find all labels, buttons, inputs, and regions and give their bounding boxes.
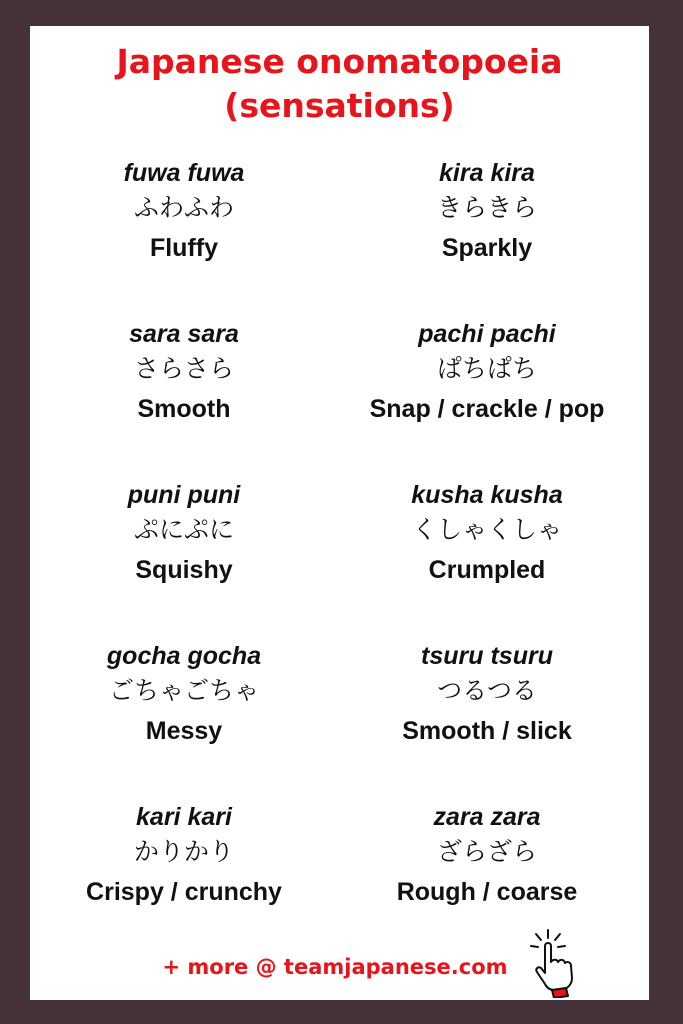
entry-kana: ざらざら [436,837,537,866]
entry-romaji: gocha gocha [106,642,262,670]
entry-kana: ぱちぱち [436,354,537,383]
entry-meaning: Sparkly [441,234,533,262]
entry-kana: かりかり [133,837,234,866]
entry-meaning: Snap / crackle / pop [369,395,605,423]
entry-romaji: puni puni [127,481,241,509]
pointing-hand-icon [526,926,596,998]
entry-kusha-kusha [337,480,637,590]
entry-romaji: kusha kusha [411,481,563,509]
entry-romaji: tsuru tsuru [421,642,553,670]
title-line-1: Japanese onomatopoeia [116,42,563,81]
entry-meaning: Messy [145,717,223,745]
entry-romaji: fuwa fuwa [123,159,245,187]
entry-romaji: pachi pachi [418,320,556,348]
entry-kana: ふわふわ [133,193,234,222]
entry-sara-sara [34,319,334,429]
entry-fuwa-fuwa [34,158,334,268]
entry-meaning: Crispy / crunchy [86,878,282,906]
entry-gocha-gocha [34,641,334,751]
entry-kana: くしゃくしゃ [411,515,562,544]
entry-tsuru-tsuru [337,641,637,751]
entry-kana: つるつる [437,676,537,705]
entry-meaning: Smooth / slick [402,717,572,745]
entry-romaji: kira kira [439,159,535,187]
page-title [30,40,649,128]
entry-meaning: Crumpled [428,556,546,584]
entry-kari-kari [34,802,334,912]
entry-puni-puni [34,480,334,590]
entry-kira-kira [337,158,637,268]
entry-romaji: kari kari [136,803,232,831]
title-line-2: (sensations) [224,86,455,125]
entry-romaji: zara zara [433,803,541,831]
entry-kana: ごちゃごちゃ [108,676,259,705]
entry-meaning: Smooth [137,395,231,423]
content-card [30,26,649,1000]
entry-kana: ぷにぷに [133,515,234,544]
entry-meaning: Fluffy [149,234,219,262]
entry-kana: きらきら [436,193,537,222]
entry-meaning: Rough / coarse [396,878,578,906]
entry-kana: さらさら [133,354,234,383]
entry-pachi-pachi [337,319,637,429]
entry-zara-zara [337,802,637,912]
entry-meaning: Squishy [135,556,233,584]
entry-romaji: sara sara [129,320,239,348]
website-link[interactable]: + more @ teamjapanese.com [162,955,508,979]
